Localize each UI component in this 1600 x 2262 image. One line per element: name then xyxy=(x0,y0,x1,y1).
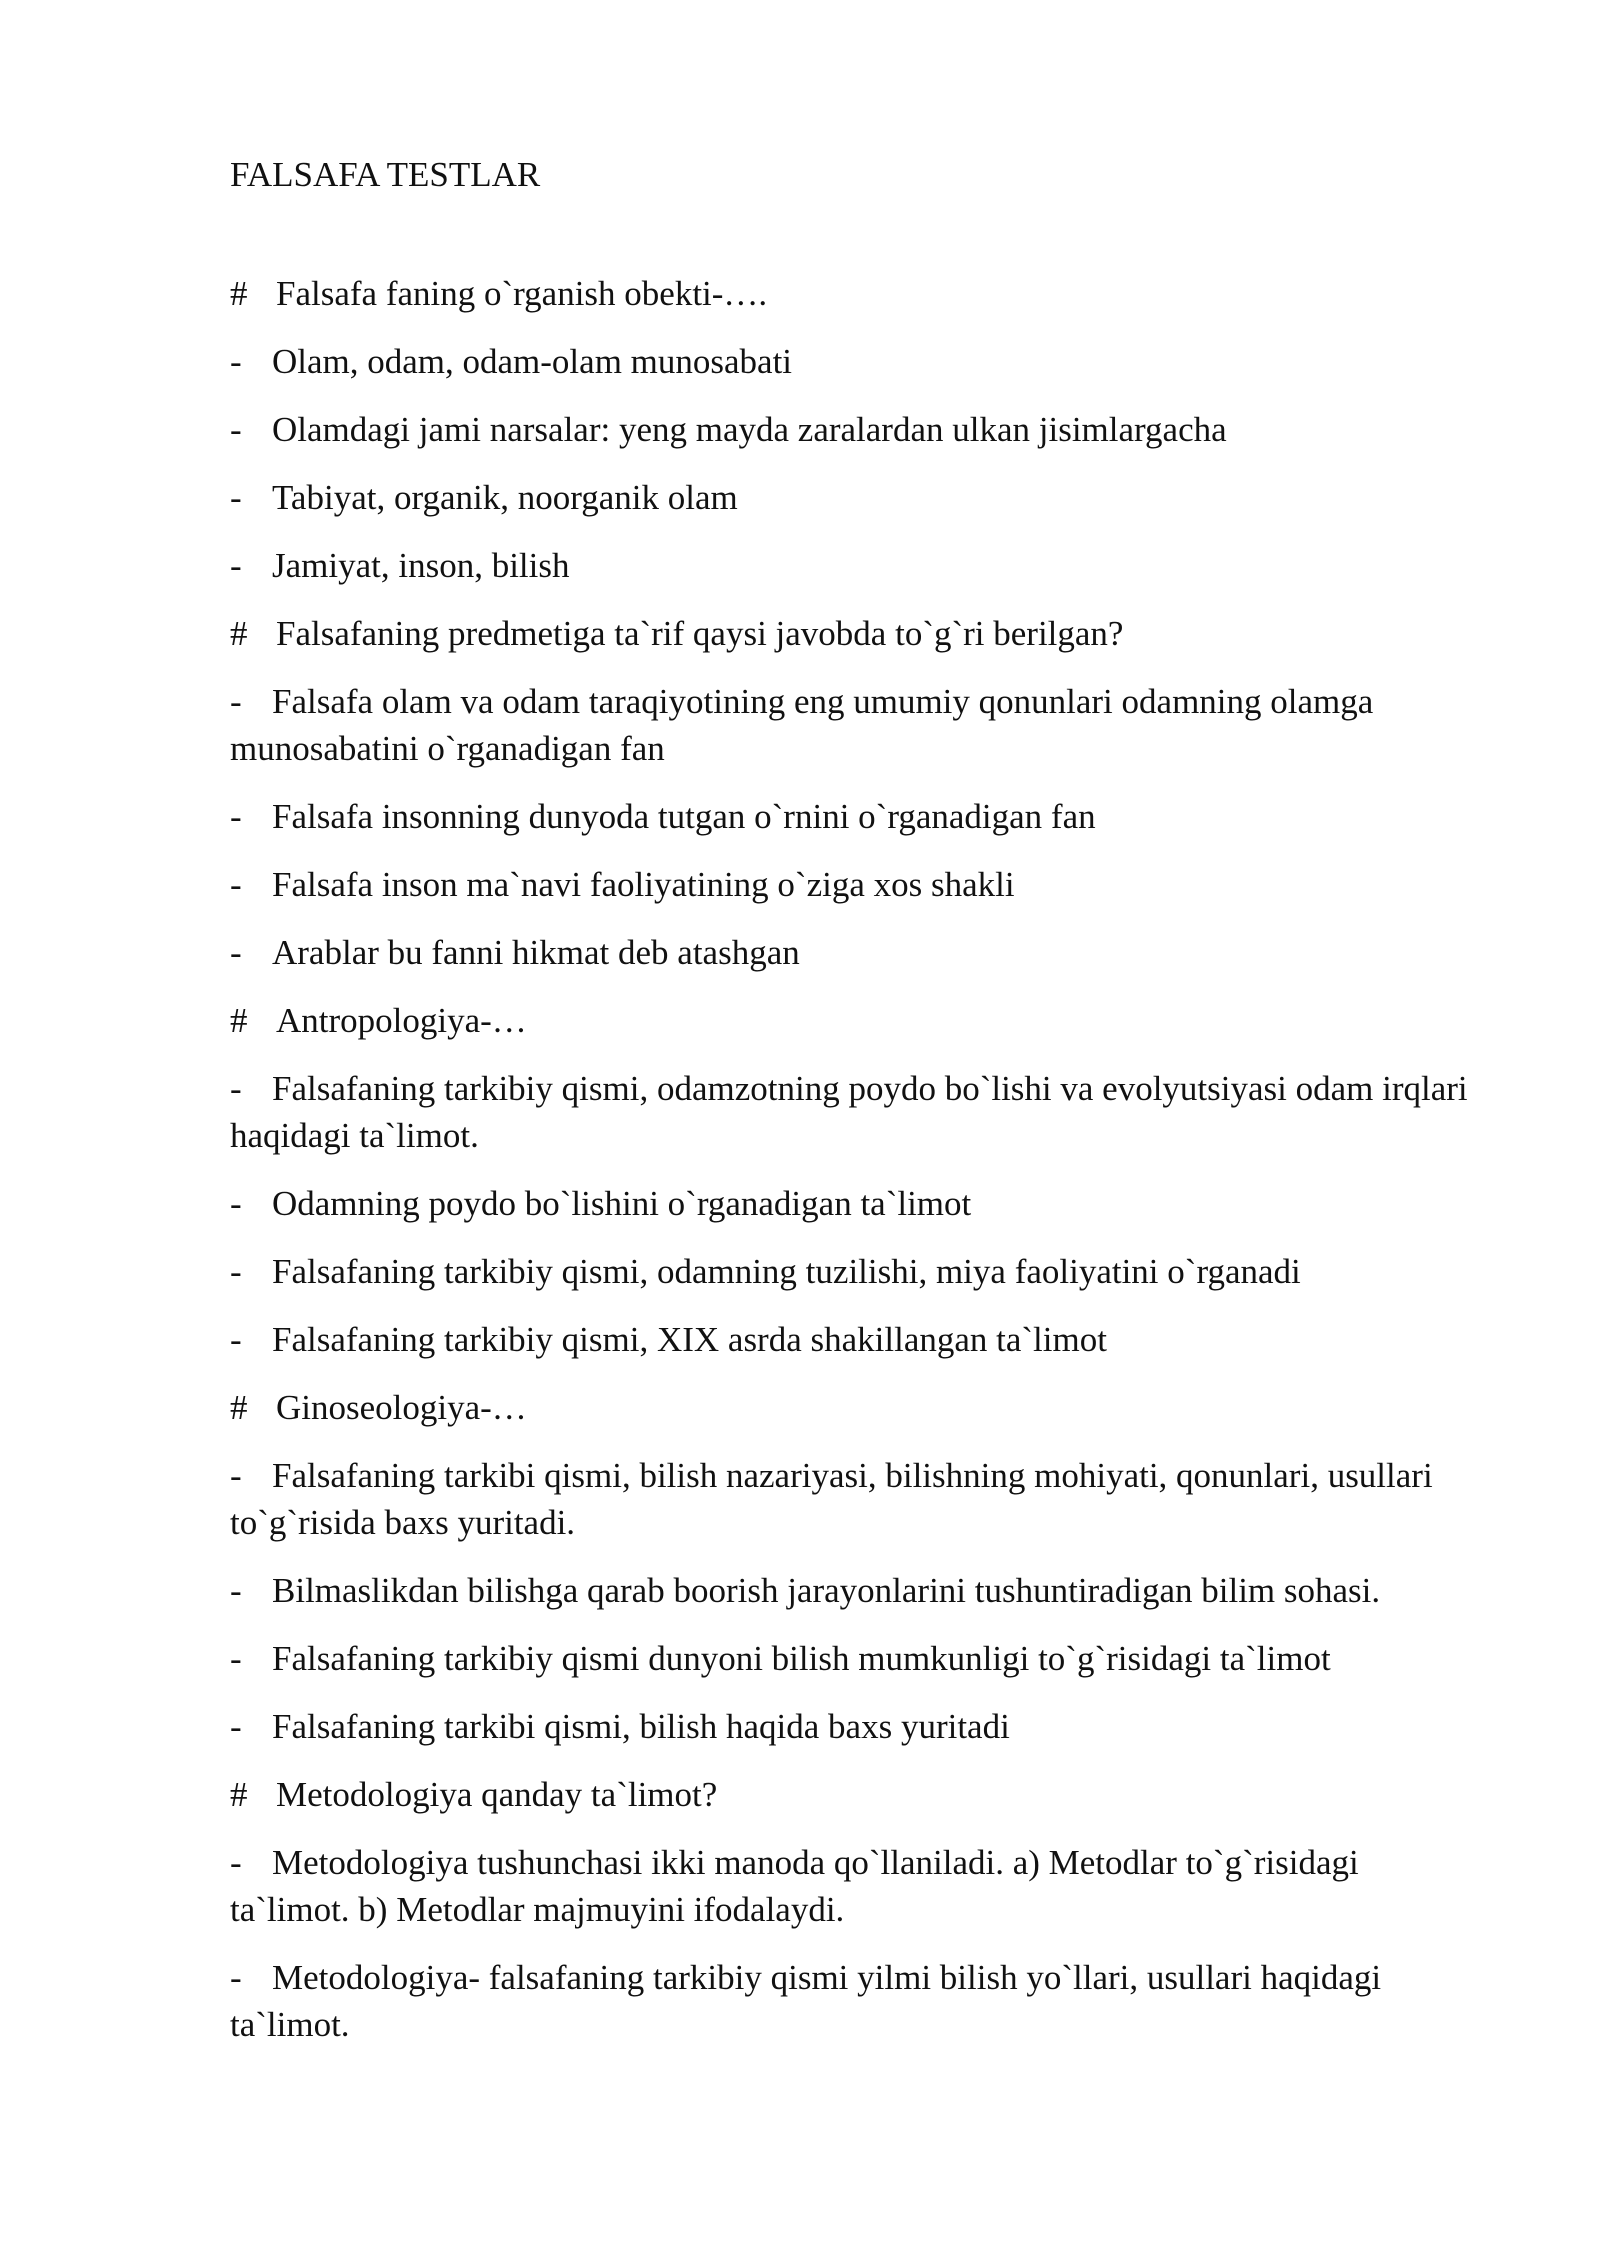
answer-marker: - xyxy=(230,1320,242,1359)
answer-option xyxy=(230,474,1480,521)
document-page xyxy=(230,150,1480,2069)
answer-text: Falsafaning tarkibi qismi, bilish haqida baxs yuritadi xyxy=(272,1707,1010,1746)
answer-option xyxy=(230,1180,1480,1227)
answer-marker: - xyxy=(230,1707,242,1746)
answer-text: Bilmaslikdan bilishga qarab boorish jarayonlarini tushuntiradigan bilim sohasi. xyxy=(272,1571,1381,1610)
question-marker: # xyxy=(230,1388,248,1427)
answer-marker: - xyxy=(230,1069,242,1108)
answer-text: Falsafaning tarkibiy qismi dunyoni bilish mumkunligi to`g`risidagi ta`limot xyxy=(272,1639,1331,1678)
answer-option xyxy=(230,1316,1480,1363)
answer-option xyxy=(230,338,1480,385)
answer-option xyxy=(230,929,1480,976)
question-text: Ginoseologiya-… xyxy=(276,1388,527,1427)
answer-option xyxy=(230,1248,1480,1295)
answer-option xyxy=(230,1635,1480,1682)
question-item xyxy=(230,610,1480,657)
answer-marker: - xyxy=(230,1184,242,1223)
answer-option xyxy=(230,678,1480,772)
answer-marker: - xyxy=(230,797,242,836)
answer-text: Falsafa olam va odam taraqiyotining eng umumiy qonunlari odamning olamga munosabatini o`rganadigan fan xyxy=(230,682,1374,768)
answer-option xyxy=(230,1954,1480,2048)
answer-option xyxy=(230,1065,1480,1159)
answer-marker: - xyxy=(230,1639,242,1678)
answer-marker: - xyxy=(230,342,242,381)
answer-text: Olamdagi jami narsalar: yeng mayda zaralardan ulkan jisimlargacha xyxy=(272,410,1227,449)
question-text: Falsafa faning o`rganish obekti-…. xyxy=(276,274,768,313)
answer-marker: - xyxy=(230,865,242,904)
question-text: Metodologiya qanday ta`limot? xyxy=(276,1775,718,1814)
answer-option xyxy=(230,1452,1480,1546)
page-title: FALSAFA TESTLAR xyxy=(230,155,541,194)
answer-text: Olam, odam, odam-olam munosabati xyxy=(272,342,793,381)
answer-option xyxy=(230,793,1480,840)
answer-text: Metodologiya- falsafaning tarkibiy qismi yilmi bilish yo`llari, usullari haqidagi ta`limot. xyxy=(230,1958,1382,2044)
answer-text: Tabiyat, organik, noorganik olam xyxy=(272,478,738,517)
question-item xyxy=(230,270,1480,317)
answer-marker: - xyxy=(230,478,242,517)
answer-text: Falsafaning tarkibi qismi, bilish nazariyasi, bilishning mohiyati, qonunlari, usullari to`g`risida baxs yuritadi. xyxy=(230,1456,1433,1542)
question-text: Falsafaning predmetiga ta`rif qaysi javobda to`g`ri berilgan? xyxy=(276,614,1124,653)
answer-marker: - xyxy=(230,546,242,585)
answer-text: Falsafa inson ma`navi faoliyatining o`ziga xos shakli xyxy=(272,865,1015,904)
answer-text: Falsafaning tarkibiy qismi, XIX asrda shakillangan ta`limot xyxy=(272,1320,1107,1359)
question-item xyxy=(230,1771,1480,1818)
answer-option xyxy=(230,1703,1480,1750)
answer-marker: - xyxy=(230,933,242,972)
answer-marker: - xyxy=(230,1456,242,1495)
answer-option xyxy=(230,1839,1480,1933)
answer-option xyxy=(230,1567,1480,1614)
question-marker: # xyxy=(230,1001,248,1040)
answer-text: Falsafaning tarkibiy qismi, odamning tuzilishi, miya faoliyatini o`rganadi xyxy=(272,1252,1301,1291)
answer-text: Falsafaning tarkibiy qismi, odamzotning poydo bo`lishi va evolyutsiyasi odam irqlari haqidagi ta`limot. xyxy=(230,1069,1468,1155)
question-marker: # xyxy=(230,274,248,313)
question-marker: # xyxy=(230,1775,248,1814)
answer-option xyxy=(230,406,1480,453)
question-text: Antropologiya-… xyxy=(276,1001,527,1040)
answer-text: Jamiyat, inson, bilish xyxy=(272,546,570,585)
answer-text: Arablar bu fanni hikmat deb atashgan xyxy=(272,933,800,972)
answer-marker: - xyxy=(230,1958,242,1997)
question-list xyxy=(230,270,1480,2048)
question-marker: # xyxy=(230,614,248,653)
question-item xyxy=(230,997,1480,1044)
answer-option xyxy=(230,861,1480,908)
answer-text: Falsafa insonning dunyoda tutgan o`rnini o`rganadigan fan xyxy=(272,797,1096,836)
answer-marker: - xyxy=(230,1571,242,1610)
question-item xyxy=(230,1384,1480,1431)
answer-marker: - xyxy=(230,1252,242,1291)
answer-marker: - xyxy=(230,682,242,721)
answer-text: Metodologiya tushunchasi ikki manoda qo`llaniladi. a) Metodlar to`g`risidagi ta`limot. b) Metodlar majmuyini ifodalaydi. xyxy=(230,1843,1359,1929)
answer-text: Odamning poydo bo`lishini o`rganadigan ta`limot xyxy=(272,1184,972,1223)
answer-marker: - xyxy=(230,1843,242,1882)
answer-marker: - xyxy=(230,410,242,449)
answer-option xyxy=(230,542,1480,589)
